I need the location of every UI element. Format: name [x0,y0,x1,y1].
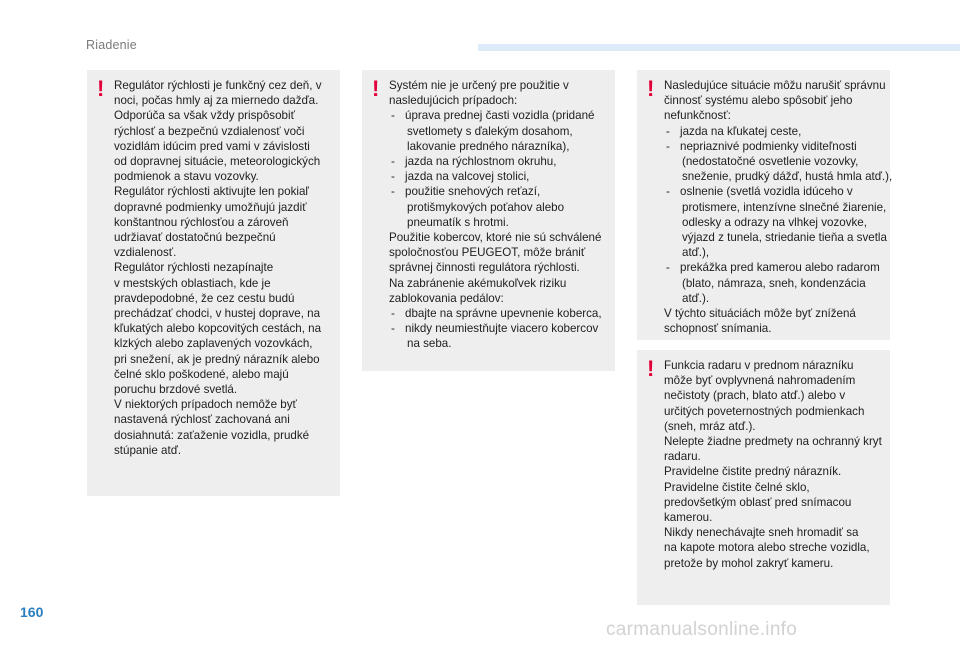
text-line: nastavená rýchlosť zachovaná ani [114,413,290,427]
warning-box-usage-limits [362,70,615,371]
text-line: Nasledujúce situácie môžu narušiť správnu [664,79,886,92]
text-line: pretože by mohol zakryť kameru. [664,556,834,570]
list-item-continuation: (blato, námraza, sneh, kondenzácia [682,276,866,290]
text-line: Použitie kobercov, ktoré nie sú schválené [389,231,602,245]
text-line: môže byť ovplyvnená nahromadením [664,374,856,388]
text-line: čelné sklo poškodené, alebo majú [114,367,289,381]
text-line: noci, počas hmly aj za miernedo dažďa. [114,94,319,108]
text-line: vozidlám idúcim pred vami v závislosti [114,139,310,153]
text-line: určitých poveternostných podmienkach [664,404,865,418]
text-line: Pravidelne čistite čelné sklo, [664,480,810,494]
text-line: na kapote motora alebo streche vozidla, [664,541,870,555]
text-line: kamerou. [664,511,713,525]
text-line: radaru. [664,450,701,464]
text-line: v mestských oblastiach, kde je [114,276,271,290]
text-line: podmienok a stavu vozovky. [114,170,259,184]
text-line: zablokovania pedálov: [389,291,504,305]
list-item-continuation: lakovanie predného nárazníka), [407,139,570,153]
section-title: Riadenie [86,38,137,52]
text-line: predovšetkým oblasť pred snímacou [664,495,852,509]
list-item-continuation: protismere, intenzívne slnečné žiarenie, [682,200,887,214]
list-item: - úprava prednej časti vozidla (pridané [389,108,609,123]
text-line: spoločnosťou PEUGEOT, môže brániť [389,246,586,260]
text-line: pri snežení, ak je predný nárazník alebo [114,352,320,366]
text-line: poruchu brzdové svetlá. [114,383,238,397]
warning-box-detection-conditions [637,70,893,340]
watermark: carmanualsonline.info [606,619,798,640]
list-item: - jazda na valcovej stolici, [389,169,609,184]
text-line: Nelepte žiadne predmety na ochranný kryt [664,435,882,449]
text-line: Odporúča sa však vždy prispôsobiť [114,109,295,123]
list-item: - prekážka pred kamerou alebo radarom [664,260,884,275]
text-line: prechádzať chodci, v hustej doprave, na [114,307,321,321]
list-item-continuation: sneženie, prudký dážď, hustá hmla atď.), [682,170,893,184]
text-line: (sneh, mráz atď.). [664,419,756,433]
text-line: dosiahnutá: zaťaženie vozidla, prudké [114,428,310,442]
list-item-continuation: odlesky a odrazy na vlhkej vozovke, [682,215,867,229]
exclamation-icon: ! [372,76,380,101]
text-line: činnosť systému alebo spôsobiť jeho [664,94,853,108]
text-line: konštantnou rýchlosťou a zároveň [114,215,289,229]
text-line: schopnosť snímania. [664,322,772,336]
text-line: dopravné podmienky umožňujú jazdiť [114,200,307,214]
text-line: Nikdy nenechávajte sneh hromadiť sa [664,526,859,540]
list-item-continuation: protišmykových poťahov alebo [407,200,565,214]
text-line: Regulátor rýchlosti nezapínajte [114,261,274,275]
list-item-continuation: atď.). [682,291,710,305]
list-item: - jazda na kľukatej ceste, [664,124,884,139]
text-line: rýchlosť a bezpečnú vzdialenosť voči [114,124,305,138]
list-item-continuation: svetlomety s ďalekým dosahom, [407,124,573,138]
text-line: nasledujúcich prípadoch: [389,94,518,108]
list-item-continuation: výjazd z tunela, striedanie tieňa a svetla [682,231,887,245]
list-item: - nepriaznivé podmienky viditeľnosti [664,139,884,154]
text-line: stúpanie atď. [114,443,182,457]
warning-box-cruise-control [87,70,340,496]
text-line: vzdialenosť. [114,246,177,260]
text-line: Regulátor rýchlosti je funkčný cez deň, v [114,79,322,92]
text-line: V týchto situáciách môže byť znížená [664,307,856,321]
list-item: - jazda na rýchlostnom okruhu, [389,154,609,169]
warning-box-radar-maintenance [637,350,890,605]
text-line: V niektorých prípadoch nemôže byť [114,398,297,412]
text-line: správnej činnosti regulátora rýchlosti. [389,261,580,275]
text-line: kľukatých alebo kopcovitých cestách, na [114,322,322,336]
header-accent-bar [478,44,960,51]
list-item-continuation: atď.), [682,246,710,260]
text-line: Na zabránenie akémukoľvek riziku [389,276,567,290]
text-line: nečistoty (prach, blato atď.) alebo v [664,389,846,403]
text-line: od dopravnej situácie, meteorologických [114,155,321,169]
text-line: Regulátor rýchlosti aktivujte len pokiaľ [114,185,309,199]
list-item-continuation: pneumatík s hrotmi. [407,215,509,229]
text-line: pravdepodobné, že cez cestu budú [114,291,295,305]
text-line: Systém nie je určený pre použitie v [389,79,569,92]
text-line: nefunkčnosť: [664,109,731,123]
text-line: udržiavať dostatočnú bezpečnú [114,231,276,245]
exclamation-icon: ! [647,356,655,381]
list-item: - použitie snehových reťazí, [389,184,609,199]
text-line: Pravidelne čistite predný nárazník. [664,465,842,479]
exclamation-icon: ! [647,76,655,101]
text-line: Funkcia radaru v prednom nárazníku [664,359,854,372]
text-line: klzkých alebo zaplavených vozovkách, [114,337,313,351]
list-item-continuation: na seba. [407,337,452,351]
exclamation-icon: ! [97,76,105,101]
list-item-continuation: (nedostatočné osvetlenie vozovky, [682,155,859,169]
list-item: - nikdy neumiestňujte viacero kobercov [389,321,609,336]
page-number: 160 [20,604,44,620]
list-item: - oslnenie (svetlá vozidla idúceho v [664,184,884,199]
list-item: - dbajte na správne upevnenie koberca, [389,306,609,321]
